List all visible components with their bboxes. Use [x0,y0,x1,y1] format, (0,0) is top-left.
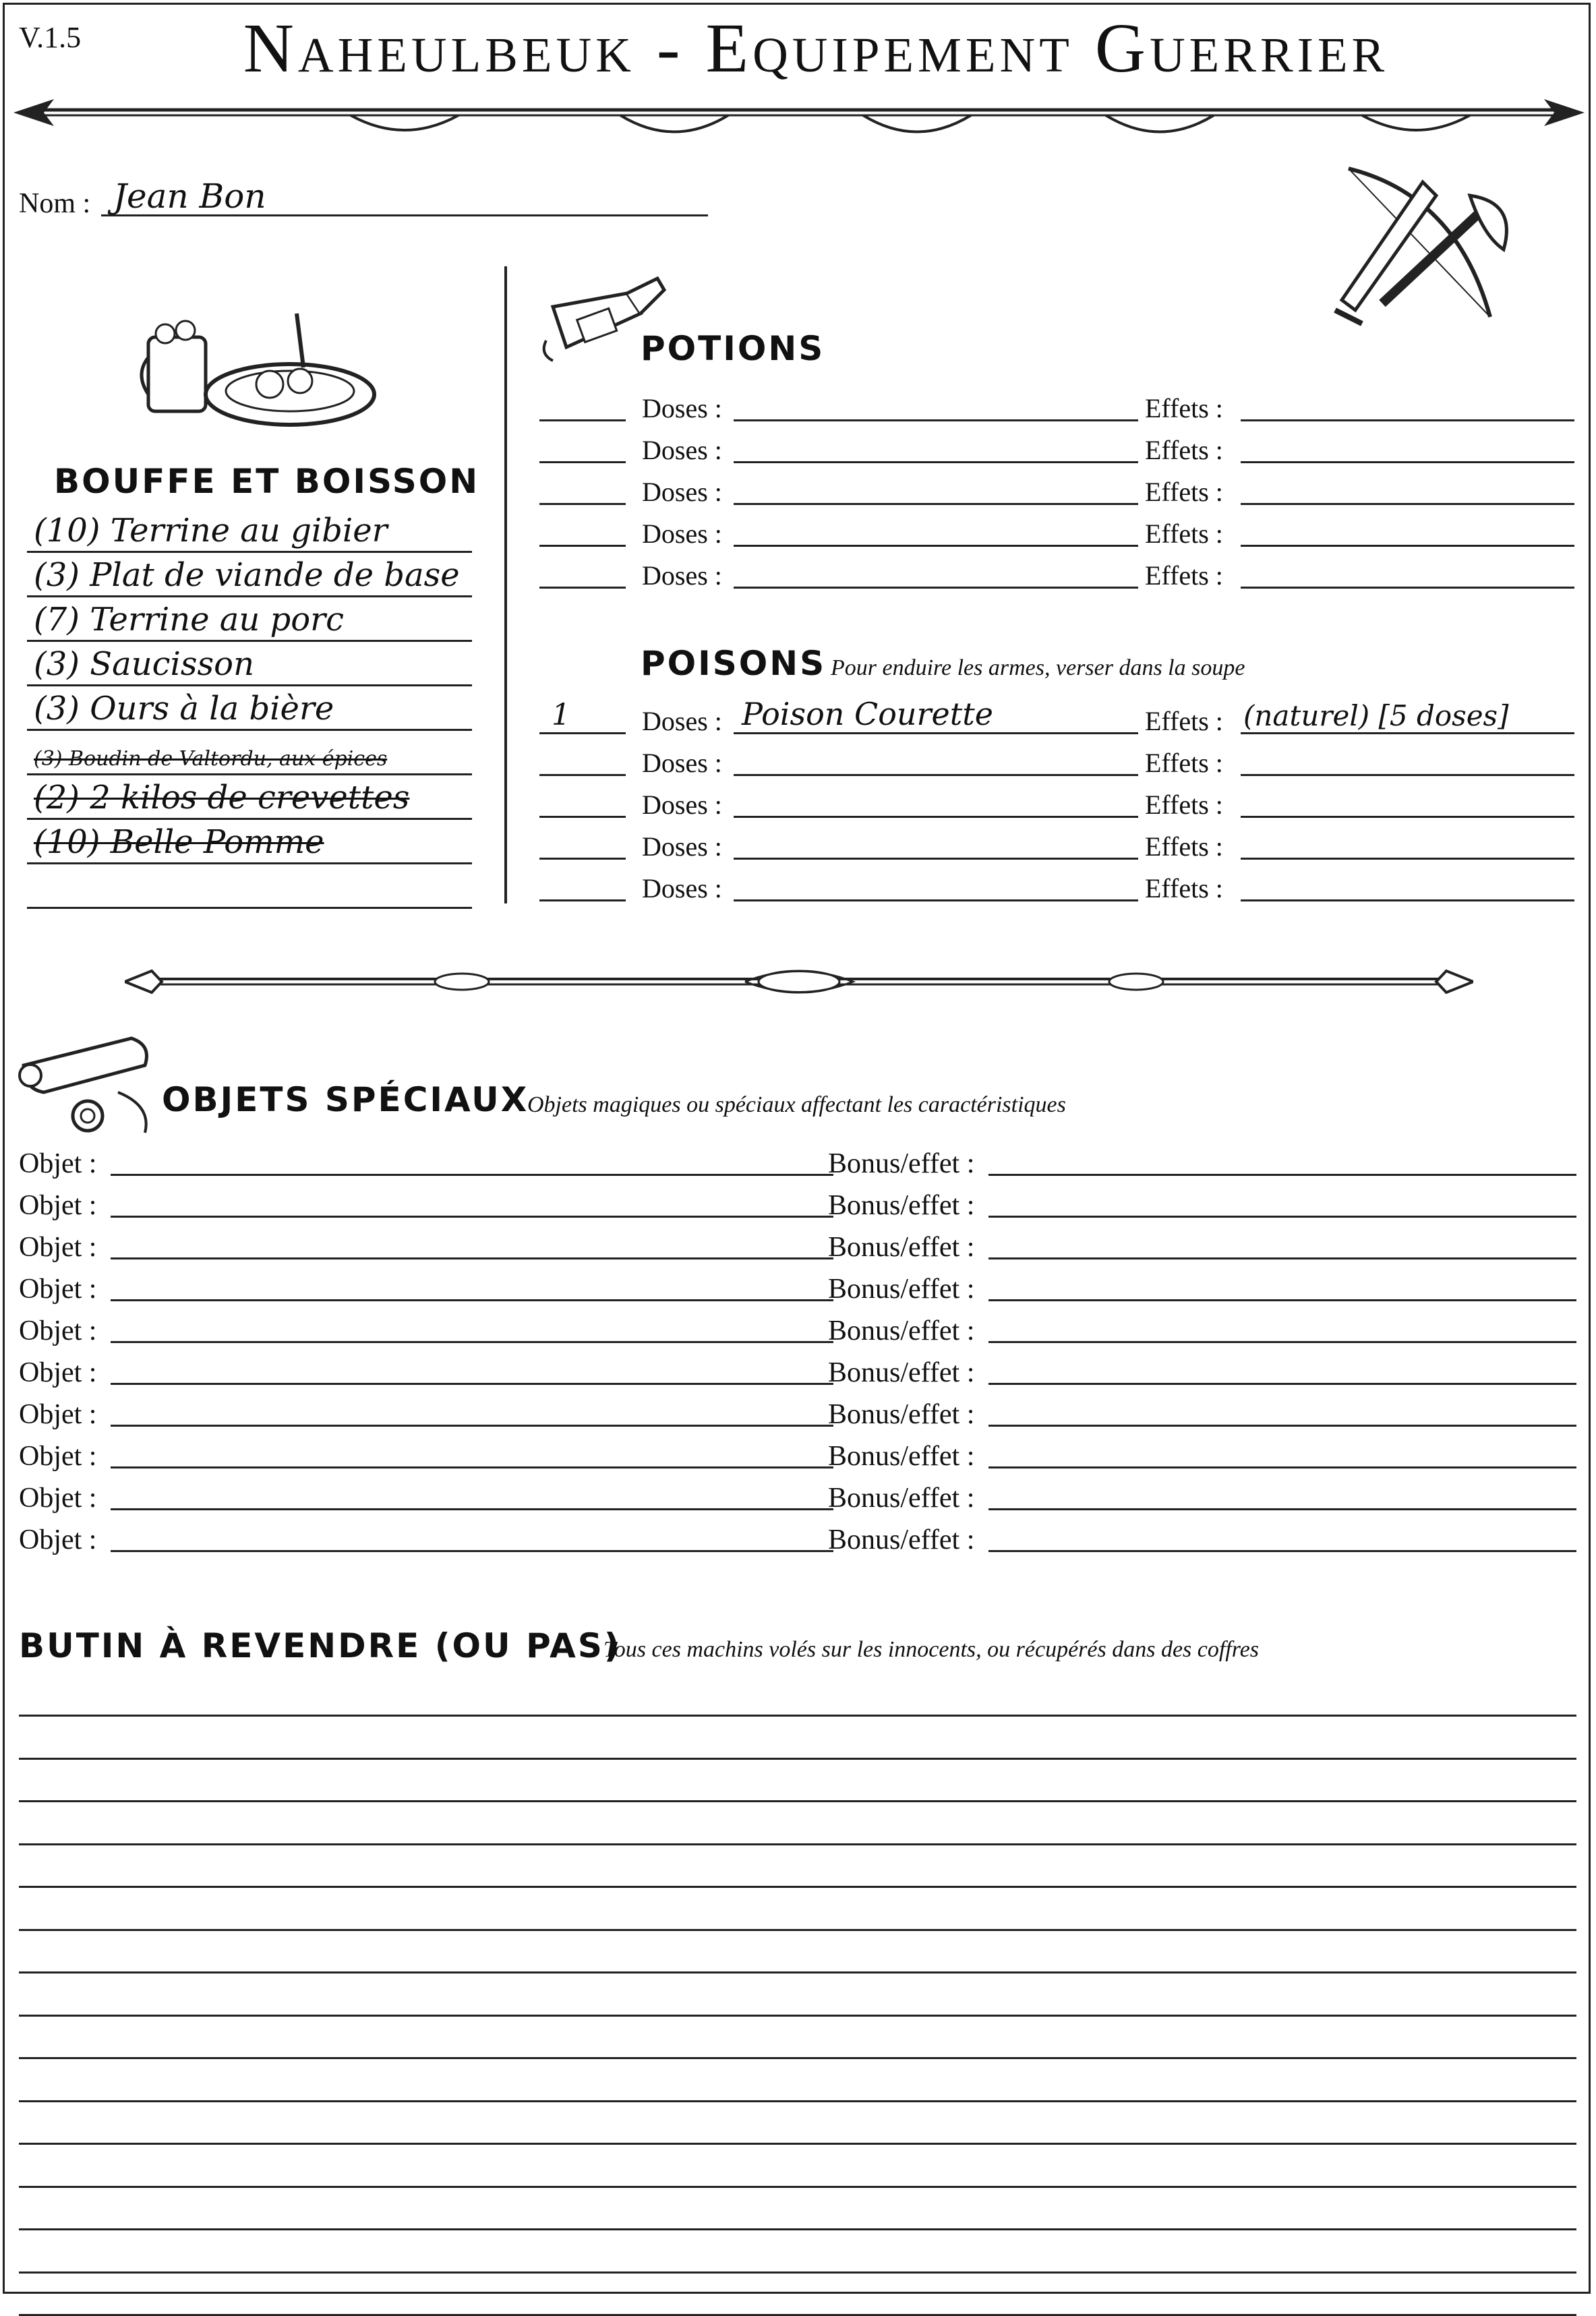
poisons-section-title: POISONS [641,644,827,683]
quantity-field[interactable] [539,740,626,776]
special-objects-subtitle: Objets magiques ou spéciaux affectant les caractéristiques [527,1092,1066,1117]
food-item-text: (3) Boudin de Valtordu, aux épices [34,747,388,771]
effects-label: Effets : [1145,831,1223,862]
special-object-row [19,1176,1576,1221]
effects-field[interactable] [1241,386,1574,421]
food-item-text: (3) Ours à la bière [34,690,334,728]
poisons-row [539,861,1574,901]
bonus-label: Bonus/effet : [828,1357,975,1388]
quantity-field[interactable] [539,469,626,505]
bonus-label: Bonus/effet : [828,1524,975,1555]
name-label: Nom : [19,188,91,219]
object-label: Objet : [19,1524,97,1555]
food-item-text: (2) 2 kilos de crevettes [34,779,410,816]
special-object-row [19,1468,1576,1514]
effects-label: Effets : [1145,706,1223,736]
quantity-field[interactable] [539,866,626,901]
bonus-label: Bonus/effet : [828,1483,975,1514]
loot-line[interactable] [19,2228,1576,2230]
effects-label: Effets : [1145,748,1223,778]
quantity-field[interactable] [539,699,626,734]
quantity-field[interactable] [539,427,626,463]
spear-divider [13,84,1585,152]
bonus-label: Bonus/effet : [828,1148,975,1179]
object-label: Objet : [19,1357,97,1388]
special-object-row [19,1427,1576,1472]
quantity-field[interactable] [539,386,626,421]
loot-line[interactable] [19,1843,1576,1845]
object-label: Objet : [19,1399,97,1430]
special-object-row [19,1510,1576,1555]
potions-row [539,548,1574,589]
loot-line[interactable] [19,2143,1576,2145]
quantity-field[interactable] [539,511,626,547]
special-object-row [19,1385,1576,1430]
quantity-value: 1 [552,698,570,732]
food-item[interactable] [27,642,472,686]
poisons-subtitle: Pour enduire les armes, verser dans la soupe [831,655,1245,680]
food-item[interactable] [27,864,472,909]
effects-field[interactable] [1241,553,1574,589]
doses-field[interactable] [734,866,1138,901]
bonus-label: Bonus/effet : [828,1190,975,1221]
food-item-text: (7) Terrine au porc [34,601,345,639]
effects-field[interactable] [1241,699,1574,734]
effects-label: Effets : [1145,560,1223,591]
effects-label: Effets : [1145,790,1223,820]
object-field[interactable] [111,1550,833,1552]
food-item[interactable] [27,508,472,553]
loot-subtitle: Tous ces machins volés sur les innocents, ou récupérés dans des coffres [603,1637,1260,1662]
effects-field[interactable] [1241,740,1574,776]
food-item[interactable] [27,686,472,731]
effects-field[interactable] [1241,824,1574,860]
doses-label: Doses : [642,873,722,903]
loot-line[interactable] [19,1971,1576,1973]
crossed-sword-axe-bow-icon [1322,155,1524,337]
object-label: Objet : [19,1190,97,1221]
effects-label: Effets : [1145,477,1223,507]
special-object-row [19,1134,1576,1179]
loot-line[interactable] [19,1758,1576,1760]
potions-row [539,381,1574,421]
doses-label: Doses : [642,790,722,820]
loot-line[interactable] [19,2100,1576,2102]
food-item[interactable] [27,775,472,820]
doses-field[interactable] [734,386,1138,421]
food-item-text: (3) Plat de viande de base [34,556,460,594]
food-section-title: BOUFFE ET BOISSON [54,462,480,501]
potions-row [539,423,1574,463]
object-label: Objet : [19,1483,97,1514]
staff-divider [125,957,1473,1005]
bonus-label: Bonus/effet : [828,1232,975,1263]
effects-field[interactable] [1241,427,1574,463]
doses-field[interactable] [734,824,1138,860]
scroll-and-ring-icon [17,1025,158,1139]
loot-line[interactable] [19,1800,1576,1802]
doses-label: Doses : [642,831,722,862]
bonus-label: Bonus/effet : [828,1441,975,1472]
poisons-row [539,694,1574,734]
doses-field[interactable] [734,782,1138,818]
bonus-field[interactable] [988,1550,1576,1552]
food-item[interactable] [27,820,472,864]
quantity-field[interactable] [539,824,626,860]
poisons-row [539,819,1574,860]
object-label: Objet : [19,1232,97,1263]
special-objects-title: OBJETS SPÉCIAUX [162,1080,529,1119]
doses-field[interactable] [734,469,1138,505]
doses-label: Doses : [642,706,722,736]
potions-row [539,506,1574,547]
quantity-field[interactable] [539,782,626,818]
doses-value: Poison Courette [742,696,993,732]
doses-label: Doses : [642,435,722,465]
bonus-label: Bonus/effet : [828,1274,975,1305]
loot-line[interactable] [19,2186,1576,2188]
doses-field[interactable] [734,553,1138,589]
sheet-title: Naheulbeuk - Equipement Guerrier [243,9,1389,87]
poisons-row [539,736,1574,776]
loot-line[interactable] [19,1929,1576,1931]
effects-field[interactable] [1241,866,1574,901]
loot-line[interactable] [19,2272,1576,2274]
food-item-text: (10) Terrine au gibier [34,512,388,550]
bonus-label: Bonus/effet : [828,1399,975,1430]
potions-row [539,465,1574,505]
doses-field[interactable] [734,511,1138,547]
loot-title: BUTIN À REVENDRE (OU PAS) [19,1626,622,1665]
effects-field[interactable] [1241,511,1574,547]
special-object-row [19,1343,1576,1388]
name-value: Jean Bon [113,177,266,216]
doses-label: Doses : [642,477,722,507]
special-object-row [19,1301,1576,1346]
effects-label: Effets : [1145,518,1223,549]
food-item-text: (10) Belle Pomme [34,823,324,861]
effects-label: Effets : [1145,435,1223,465]
bonus-label: Bonus/effet : [828,1315,975,1346]
loot-line[interactable] [19,2015,1576,2017]
effects-field[interactable] [1241,782,1574,818]
doses-label: Doses : [642,560,722,591]
tankard-and-plate-icon [135,300,378,435]
effects-value: (naturel) [5 doses] [1243,699,1509,732]
quantity-field[interactable] [539,553,626,589]
doses-label: Doses : [642,518,722,549]
special-object-row [19,1259,1576,1305]
version-label: V.1.5 [19,21,82,54]
loot-line[interactable] [19,2057,1576,2059]
potions-section-title: POTIONS [641,329,825,368]
doses-label: Doses : [642,393,722,423]
food-item-text: (3) Saucisson [34,645,254,683]
object-label: Objet : [19,1315,97,1346]
loot-line[interactable] [19,1886,1576,1888]
food-item[interactable] [27,731,472,775]
food-item[interactable] [27,597,472,642]
object-label: Objet : [19,1148,97,1179]
doses-field[interactable] [734,427,1138,463]
doses-field[interactable] [734,740,1138,776]
column-separator [504,266,507,903]
doses-field[interactable] [734,696,1138,734]
object-label: Objet : [19,1274,97,1305]
effects-label: Effets : [1145,873,1223,903]
special-object-row [19,1218,1576,1263]
food-item[interactable] [27,553,472,597]
poisons-row [539,777,1574,818]
doses-label: Doses : [642,748,722,778]
loot-line[interactable] [19,1715,1576,1717]
effects-field[interactable] [1241,469,1574,505]
object-label: Objet : [19,1441,97,1472]
effects-label: Effets : [1145,393,1223,423]
